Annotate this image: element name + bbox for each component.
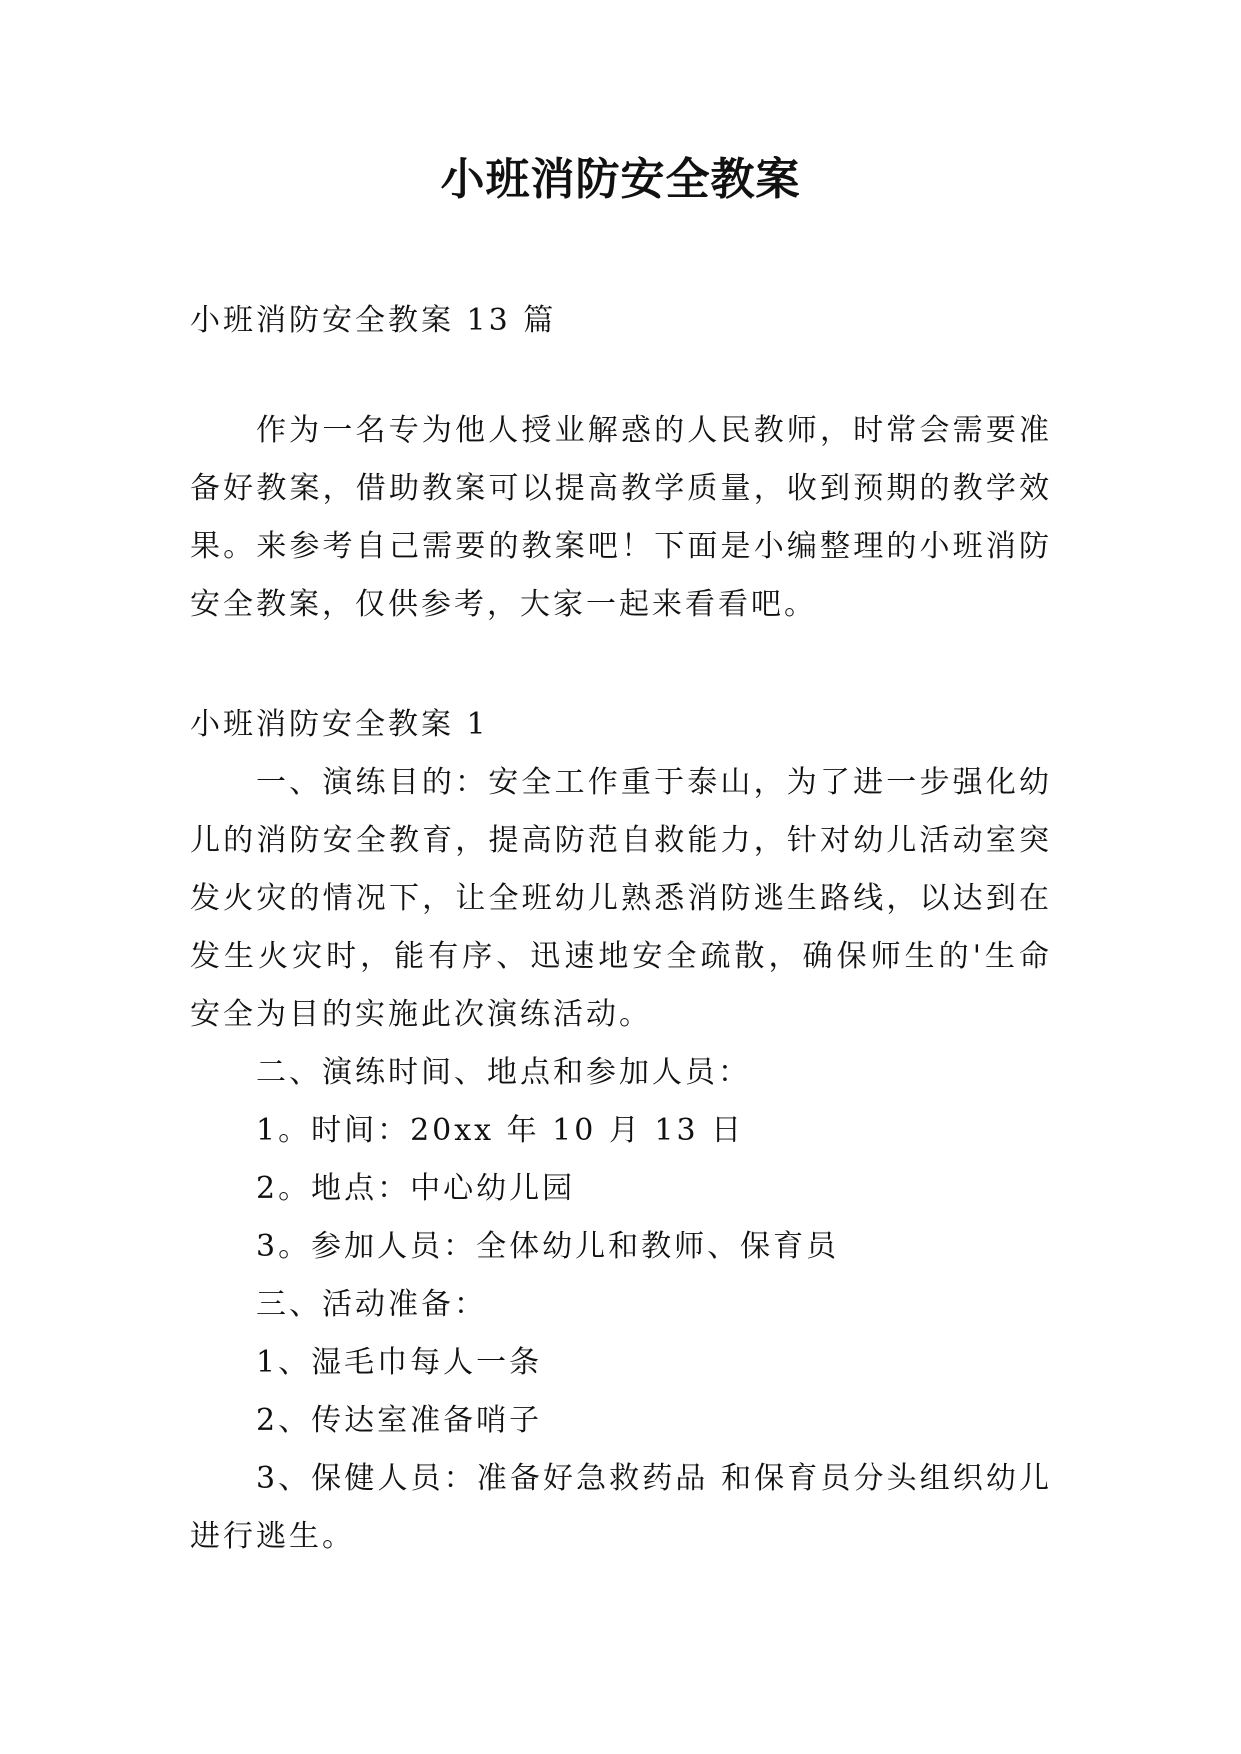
prep-item-2: 2、传达室准备哨子 [256,1403,543,1438]
time-place-heading: 二、演练时间、地点和参加人员： [256,1055,751,1090]
participants-item: 3。参加人员：全体幼儿和教师、保育员 [256,1229,840,1264]
document-title: 小班消防安全教案 [440,154,801,205]
time-item: 1。时间：20xx 年 10 月 13 日 [256,1113,745,1148]
intro-paragraph: 作为一名专为他人授业解惑的人民教师，时常会需要准备好教案，借助教案可以提高教学质量，收到预期的教学效果。来参考自己需要的教案吧！下面是小编整理的小班消防安全教案，仅供参考，大家一起来看看吧。 [190,413,1052,622]
prep-item-1: 1、湿毛巾每人一条 [256,1345,543,1380]
purpose-paragraph: 一、演练目的：安全工作重于泰山，为了进一步强化幼儿的消防安全教育，提高防范自救能力，针对幼儿活动室突发火灾的情况下，让全班幼儿熟悉消防逃生路线，以达到在发生火灾时，能有序、迅速地安全疏散，确保师生的'生命安全为目的实施此次演练活动。 [190,765,1052,1032]
place-item: 2。地点：中心幼儿园 [256,1171,576,1206]
document-subtitle: 小班消防安全教案 13 篇 [190,303,557,338]
prep-heading: 三、活动准备： [256,1287,487,1322]
prep-item-3: 3、保健人员：准备好急救药品 和保育员分头组织幼儿进行逃生。 [190,1461,1052,1554]
section-1 [190,696,1052,1566]
section-heading: 小班消防安全教案 1 [190,707,489,742]
